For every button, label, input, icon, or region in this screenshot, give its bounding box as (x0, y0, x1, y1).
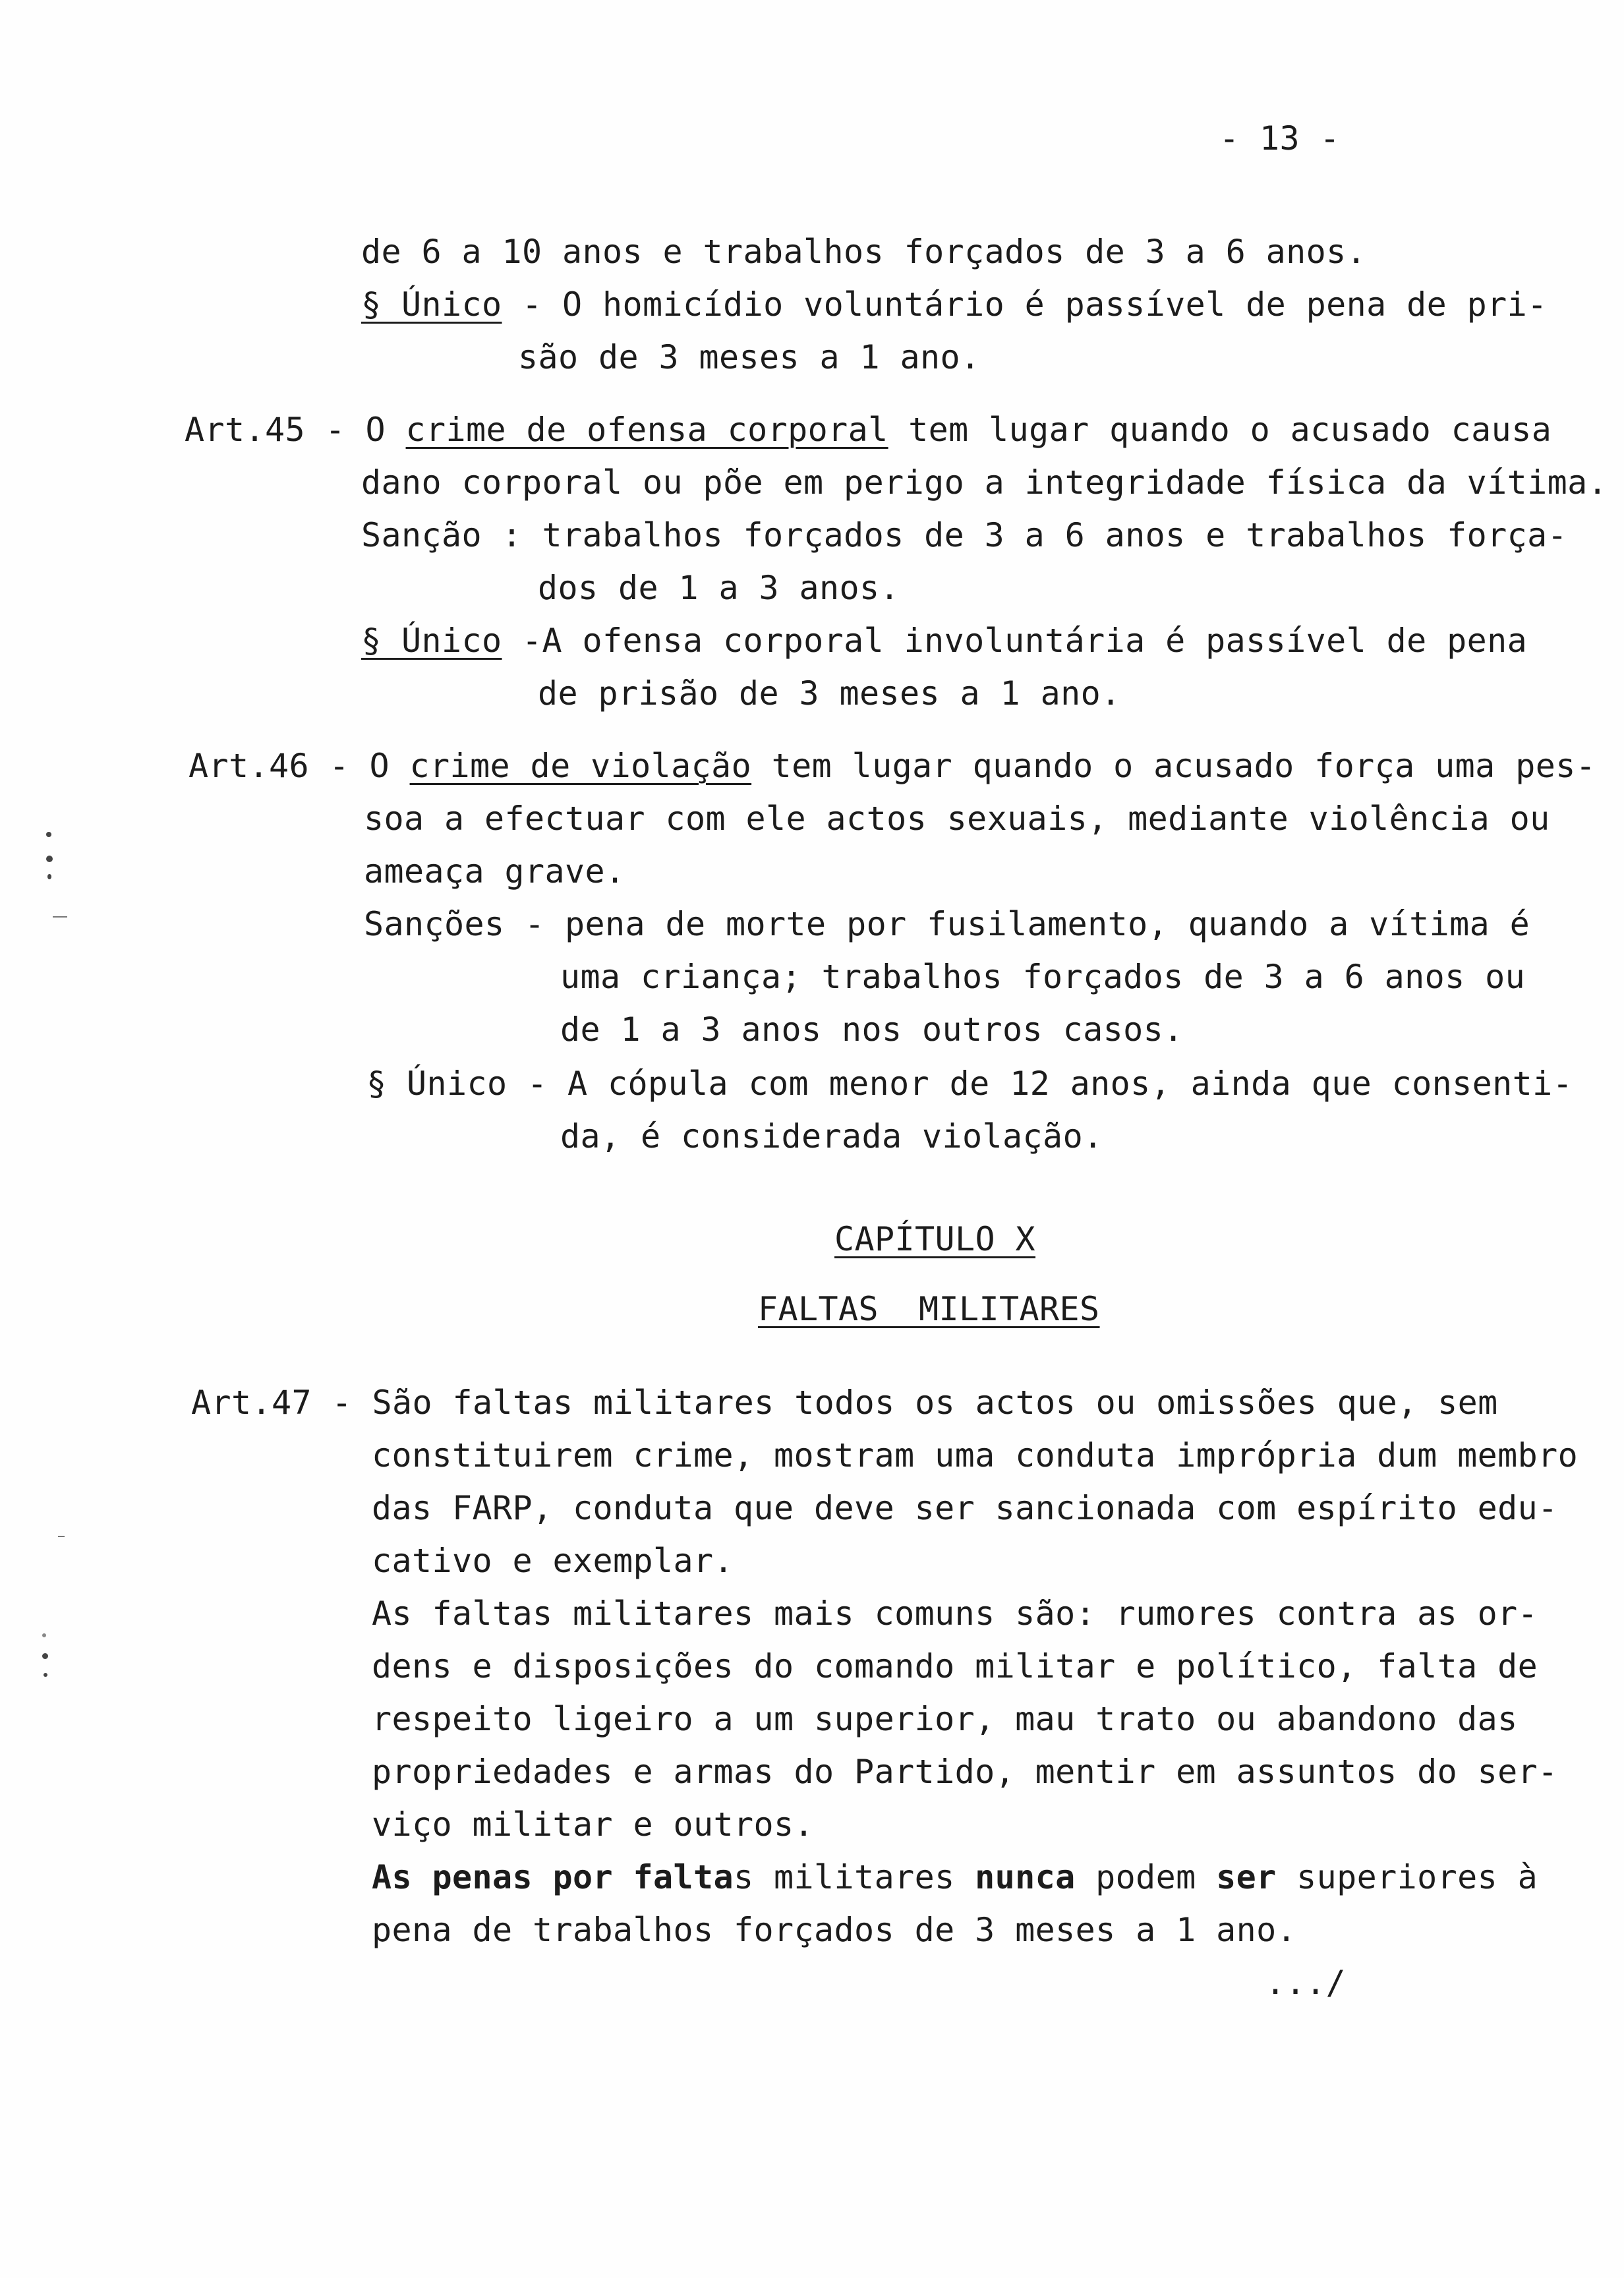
bold-phrase: As penas por falta (372, 1858, 734, 1896)
unico-label: § Único (361, 622, 502, 660)
art47-p2-line-1: As faltas militares mais comuns são: rumores contra as or- (372, 1594, 1538, 1633)
plain-phrase: podem (1075, 1858, 1217, 1896)
art46-line-2: soa a efectuar com ele actos sexuais, mediante violência ou (364, 800, 1550, 838)
art46-sancoes-line (364, 904, 1530, 944)
art47-p2-line-5: viço militar e outros. (372, 1805, 815, 1844)
art47-p2-line-2: dens e disposições do comando militar e político, falta de (372, 1647, 1538, 1685)
sancao-text: trabalhos forçados de 3 a 6 anos e trabalhos força- (542, 516, 1568, 554)
article-term: crime de violação (409, 747, 752, 785)
art47-p3-line-1 (372, 1857, 1538, 1897)
unico-text: O homicídio voluntário é passível de pena de pri- (562, 285, 1548, 324)
article-label: Art.47 - (191, 1384, 372, 1422)
art45-line-2: dano corporal ou põe em perigo a integridade física da vítima. (361, 463, 1608, 502)
article-label: Art.45 - (185, 411, 366, 449)
art47-p2-line-3: respeito ligeiro a um superior, mau trato ou abandono das (372, 1700, 1518, 1738)
art45-unico-continuation: de prisão de 3 meses a 1 ano. (538, 674, 1121, 713)
art46-line-3: ameaça grave. (364, 852, 625, 891)
art45-line-1 (185, 410, 1552, 450)
scan-speck (46, 832, 51, 837)
intro-unico-continuation: são de 3 meses a 1 ano. (518, 338, 981, 376)
article-text: tem lugar quando o acusado força uma pes- (751, 747, 1596, 785)
article-lead: O (365, 411, 406, 449)
sancoes-label: Sanções - (364, 905, 566, 943)
art45-sancao-continuation: dos de 1 a 3 anos. (538, 569, 900, 607)
sancao-label: Sanção : (361, 516, 542, 554)
chapter-number: CAPÍTULO X (834, 1220, 1036, 1258)
scan-speck (47, 874, 51, 879)
article-text: tem lugar quando o acusado causa (888, 411, 1552, 449)
page-number: - 13 - (1219, 119, 1341, 158)
art47-p1-line-2: constituirem crime, mostram uma conduta imprópria dum membro (372, 1436, 1579, 1475)
scan-speck (42, 1633, 46, 1637)
chapter-title: FALTAS MILITARES (758, 1290, 1100, 1328)
sancoes-text: pena de morte por fusilamento, quando a vítima é (565, 905, 1530, 943)
art45-unico-line (361, 621, 1527, 660)
scan-mark (53, 916, 67, 918)
unico-text: -A ofensa corporal involuntária é passível de pena (502, 622, 1528, 660)
unico-text: A cópula com menor de 12 anos, ainda que consenti- (567, 1065, 1573, 1103)
article-label: Art.46 - (188, 747, 370, 785)
art47-p1-line-4: cativo e exemplar. (372, 1542, 734, 1580)
article-term: crime de ofensa corporal (405, 411, 888, 449)
art47-p1-line-3: das FARP, conduta que deve ser sancionada com espírito edu- (372, 1489, 1558, 1527)
continuation-mark: .../ (1265, 1964, 1347, 2002)
article-lead: O (369, 747, 410, 785)
art46-line-1 (188, 746, 1596, 786)
bold-phrase: nunca (975, 1858, 1076, 1896)
intro-unico-line (361, 285, 1548, 324)
art47-p3-line-2: pena de trabalhos forçados de 3 meses a 1 ano. (372, 1911, 1297, 1949)
plain-phrase: s militares (734, 1858, 975, 1896)
scan-speck (42, 1653, 48, 1659)
art46-sancoes-continuation-2: de 1 a 3 anos nos outros casos. (560, 1010, 1184, 1049)
art46-unico-continuation: da, é considerada violação. (560, 1117, 1103, 1155)
intro-line: de 6 a 10 anos e trabalhos forçados de 3 a 6 anos. (361, 233, 1367, 271)
art46-sancoes-continuation-1: uma criança; trabalhos forçados de 3 a 6 anos ou (560, 958, 1526, 996)
plain-phrase: superiores à (1276, 1858, 1538, 1896)
unico-label: § Único (361, 285, 502, 324)
unico-separator: - (502, 285, 563, 324)
art46-unico-line (366, 1064, 1573, 1103)
scan-speck (44, 1673, 47, 1677)
art47-p2-line-4: propriedades e armas do Partido, mentir em assuntos do ser- (372, 1753, 1558, 1791)
article-text: São faltas militares todos os actos ou omissões que, sem (372, 1384, 1498, 1422)
art45-sancao-line (361, 515, 1567, 555)
scan-speck (46, 856, 53, 862)
art47-line-1 (191, 1383, 1498, 1422)
scan-mark (58, 1536, 65, 1537)
bold-phrase: ser (1216, 1858, 1277, 1896)
unico-label: § Único - (366, 1065, 568, 1103)
